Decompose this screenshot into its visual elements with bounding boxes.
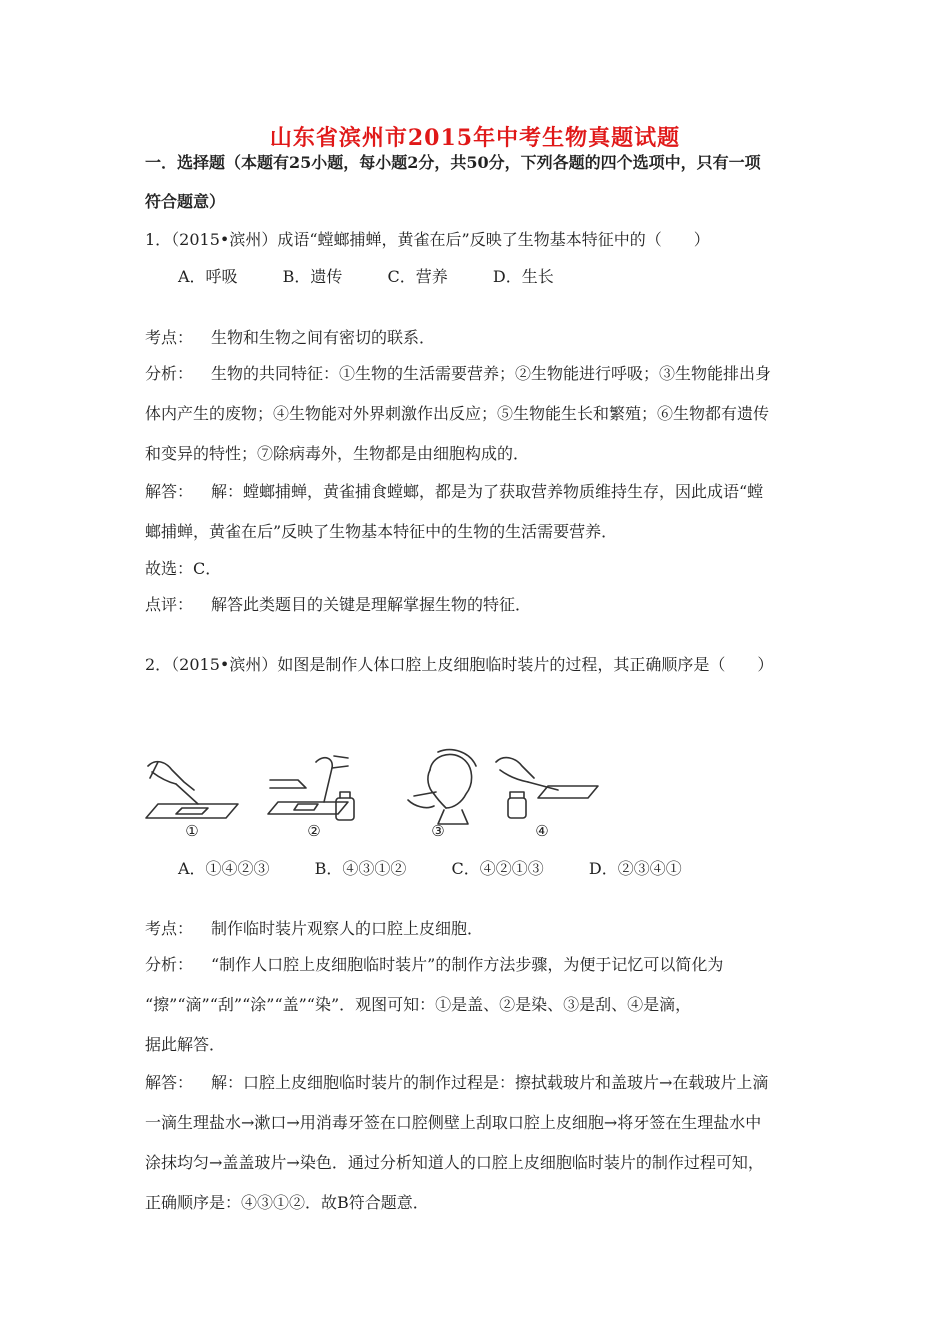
q2-option-c: C．④②①③ [451,859,544,878]
q1-option-a: A．呼吸 [178,267,238,286]
q2-fenxi-text-1: “制作人口腔上皮细胞临时装片”的制作方法步骤，为便于记忆可以简化为 [211,955,724,974]
slide-steps-illustration [138,748,608,840]
q1-kaodian-label: 考点： [145,328,194,347]
q2-kaodian-label: 考点： [145,919,194,938]
q1-jieda-label: 解答： [145,482,194,501]
q1-jieda [145,481,763,503]
figure-label-1: ① [185,822,199,840]
q1-options [178,266,594,288]
figure-label-4: ④ [535,822,549,840]
section-heading-line1: 一．选择题（本题有25小题，每小题2分，共50分，下列各题的四个选项中，只有一项 [145,153,761,172]
q2-fenxi-line3: 据此解答． [145,1035,226,1054]
q2-options [178,858,722,880]
q2-fenxi [145,954,723,976]
q1-jieda-text-1: 解：螳螂捕蝉，黄雀捕食螳螂，都是为了获取营养物质维持生存，因此成语“螳 [211,482,764,501]
q1-option-c: C．营养 [387,267,448,286]
q2-option-a: A．①④②③ [178,859,270,878]
step4-dropping-drawing [496,758,598,818]
q1-dianping [145,594,531,616]
q1-fenxi-text-1: 生物的共同特征：①生物的生活需要营养；②生物能进行呼吸；③生物能排出身 [211,364,772,383]
q2-jieda-line3: 涂抹均匀→盖盖玻片→染色．通过分析知道人的口腔上皮细胞临时装片的制作过程可知， [145,1153,764,1172]
q1-fenxi [145,363,771,385]
q2-jieda-label: 解答： [145,1073,194,1092]
figure-label-3: ③ [431,822,445,840]
q2-option-d: D．②③④① [588,859,682,878]
q2-jieda-line4: 正确顺序是：④③①②．故B符合题意． [145,1193,429,1212]
q1-fenxi-line3: 和变异的特性；⑦除病毒外，生物都是由细胞构成的． [145,444,530,463]
q1-dianping-label: 点评： [145,595,194,614]
figure-label-2: ② [307,822,321,840]
q1-option-d: D．生长 [492,267,554,286]
q1-dianping-text: 解答此类题目的关键是理解掌握生物的特征． [211,595,532,614]
q1-fenxi-label: 分析： [145,364,194,383]
q1-jieda-line2: 螂捕蝉，黄雀在后”反映了生物基本特征中的生物的生活需要营养． [145,522,618,541]
q2-jieda-line2: 一滴生理盐水→漱口→用消毒牙签在口腔侧壁上刮取口腔上皮细胞→将牙签在生理盐水中 [145,1113,762,1132]
q1-kaodian [145,327,435,349]
q1-option-b: B．遗传 [282,267,343,286]
q2-kaodian [145,918,483,940]
q2-jieda [145,1072,768,1094]
q2-stem: 2．（2015•滨州）如图是制作人体口腔上皮细胞临时装片的过程，其正确顺序是（ ） [145,655,774,674]
slide-preparation-figure [138,748,608,840]
q1-stem: 1．（2015•滨州）成语“螳螂捕蝉，黄雀在后”反映了生物基本特征中的（ ） [145,230,710,249]
document-title: 山东省滨州市2015年中考生物真题试题 [269,125,681,151]
q2-option-b: B．④③①② [314,859,407,878]
step2-staining-drawing [268,756,354,820]
step3-scraping-drawing [408,750,476,824]
q2-fenxi-line2: “擦”“滴”“刮”“涂”“盖”“染”．观图可知：①是盖、②是染、③是刮、④是滴， [145,995,692,1014]
q1-kaodian-text: 生物和生物之间有密切的联系． [211,328,436,347]
section-heading-line2: 符合题意） [145,192,226,211]
q1-fenxi-line2: 体内产生的废物；④生物能对外界刺激作出反应；⑤生物能生长和繁殖；⑥生物都有遗传 [145,404,770,423]
q1-answer: 故选：C． [145,559,222,578]
q2-fenxi-label: 分析： [145,955,194,974]
q2-kaodian-text: 制作临时装片观察人的口腔上皮细胞． [211,919,484,938]
q2-jieda-text-1: 解：口腔上皮细胞临时装片的制作过程是：擦拭载玻片和盖玻片→在载玻片上滴 [211,1073,769,1092]
step1-cover-slip-drawing [146,762,238,818]
